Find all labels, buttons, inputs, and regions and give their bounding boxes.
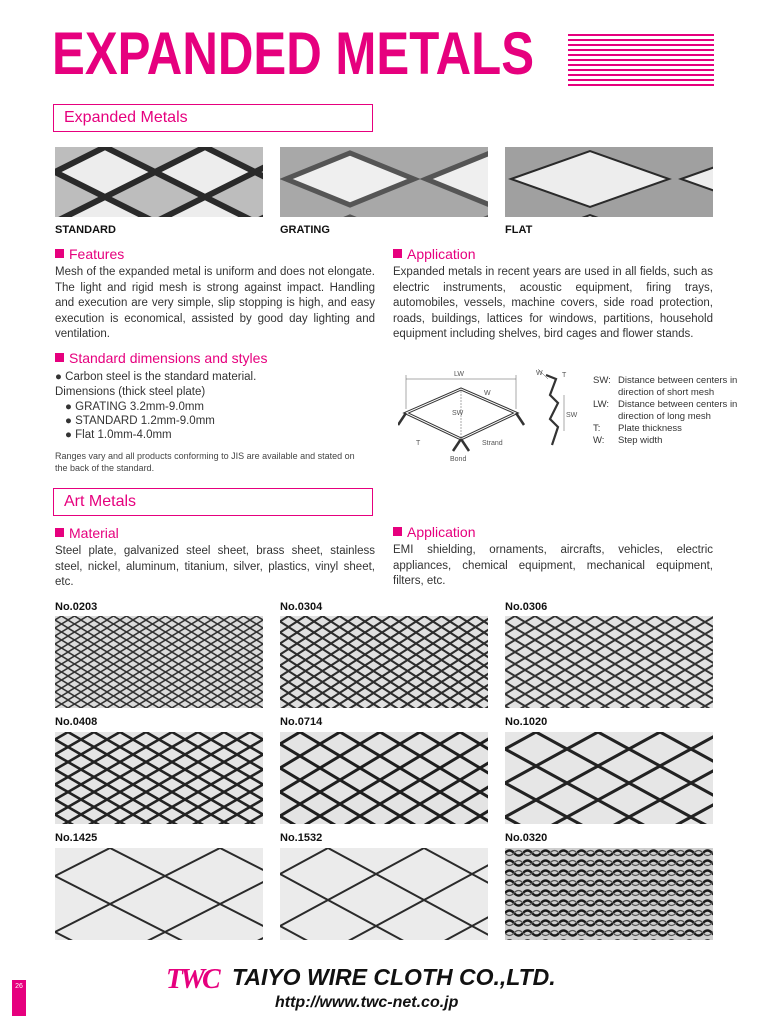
standard-material-line: ● Carbon steel is the standard material. bbox=[55, 371, 257, 383]
features-heading: Features bbox=[55, 246, 124, 262]
standard-dimensions-heading: Standard dimensions and styles bbox=[55, 350, 267, 366]
diagram-label-sw-side: SW bbox=[566, 412, 578, 419]
sample-label: No.1020 bbox=[505, 716, 548, 728]
material-heading: Material bbox=[55, 525, 119, 541]
square-bullet-icon bbox=[55, 353, 64, 362]
standard-note: Ranges vary and all products conforming to JIS are available and stated on the back of the standard. bbox=[55, 451, 355, 473]
sample-label: No.0714 bbox=[280, 716, 323, 728]
sample-label: No.0304 bbox=[280, 601, 323, 613]
standard-mesh-photo bbox=[55, 147, 263, 217]
application-text: Expanded metals in recent years are used in all fields, such as electric instruments, acoustic equipment, firing trays, automobiles, vessels, machine covers, side road protection, roads, buildings, lattices for windows, partitions, household equipment including shelves, bird cages and flower stands. bbox=[393, 266, 713, 340]
page-number: 26 bbox=[12, 980, 26, 1016]
square-bullet-icon bbox=[393, 527, 402, 536]
title-stripes-decoration bbox=[568, 34, 714, 90]
legend-row: SW: Distance between centers in direction of short mesh bbox=[593, 375, 738, 398]
application-heading: Application bbox=[393, 246, 476, 262]
svg-text:TWC: TWC bbox=[166, 964, 218, 993]
type-caption-flat: FLAT bbox=[505, 224, 533, 236]
features-text: Mesh of the expanded metal is uniform and does not elongate. The light and rigid mesh is strong against impact. Handling and execution are very simple, slip stopping is high, and easy execution is economical, assisted by good day lighting and ventilation. bbox=[55, 266, 375, 340]
sample-label: No.1532 bbox=[280, 832, 323, 844]
diagram-label-t: T bbox=[416, 440, 421, 447]
sample-photo-0408 bbox=[55, 732, 263, 824]
dimension-item: ● GRATING 3.2mm-9.0mm bbox=[65, 401, 204, 413]
sample-photo-1020 bbox=[505, 732, 713, 824]
diagram-label-lw: LW bbox=[454, 371, 464, 378]
section-heading-expanded-metals: Expanded Metals bbox=[53, 104, 373, 132]
sample-label: No.0306 bbox=[505, 601, 548, 613]
diagram-label-t-side: T bbox=[562, 372, 567, 379]
material-text: Steel plate, galvanized steel sheet, brass sheet, stainless steel, nickel, aluminum, titanium, silver, plastics, vinyl sheet, etc. bbox=[55, 545, 375, 588]
legend-row: T: Plate thickness bbox=[593, 423, 682, 434]
art-application-heading: Application bbox=[393, 524, 476, 540]
diagram-label-bond: Bond bbox=[450, 456, 467, 463]
sample-label: No.1425 bbox=[55, 832, 98, 844]
diagram-legend bbox=[593, 375, 753, 447]
sample-photo-0306 bbox=[505, 616, 713, 708]
section-heading-art-metals: Art Metals bbox=[53, 488, 373, 516]
dimension-item: ● Flat 1.0mm-4.0mm bbox=[65, 429, 172, 441]
sample-label: No.0408 bbox=[55, 716, 98, 728]
diagram-label-w-side: W bbox=[536, 370, 543, 377]
art-application-text: EMI shielding, ornaments, aircrafts, vehicles, electric appliances, chemical equipment, mechanical equipment, filters, etc. bbox=[393, 544, 713, 587]
dimensions-line: Dimensions (thick steel plate) bbox=[55, 386, 206, 398]
sample-photo-0714 bbox=[280, 732, 488, 824]
mesh-dimension-diagram bbox=[398, 365, 588, 465]
dimension-item: ● STANDARD 1.2mm-9.0mm bbox=[65, 415, 215, 427]
sample-label: No.0203 bbox=[55, 601, 98, 613]
diagram-label-strand: Strand bbox=[482, 440, 503, 447]
legend-row: LW: Distance between centers in direction of long mesh bbox=[593, 399, 738, 422]
square-bullet-icon bbox=[55, 249, 64, 258]
sample-photo-1532 bbox=[280, 848, 488, 940]
sample-photo-0203 bbox=[55, 616, 263, 708]
square-bullet-icon bbox=[393, 249, 402, 258]
sample-photo-0304 bbox=[280, 616, 488, 708]
page-title: EXPANDED METALS bbox=[52, 20, 535, 87]
sample-label: No.0320 bbox=[505, 832, 548, 844]
type-caption-standard: STANDARD bbox=[55, 224, 116, 236]
flat-mesh-photo bbox=[505, 147, 713, 217]
diagram-label-sw: SW bbox=[452, 410, 464, 417]
grating-mesh-photo bbox=[280, 147, 488, 217]
sample-photo-0320 bbox=[505, 848, 713, 940]
diagram-label-w: W bbox=[484, 390, 491, 397]
type-caption-grating: GRATING bbox=[280, 224, 330, 236]
company-url-link[interactable]: http://www.twc-net.co.jp bbox=[275, 994, 459, 1011]
company-name: TAIYO WIRE CLOTH CO.,LTD. bbox=[232, 964, 556, 990]
sample-photo-1425 bbox=[55, 848, 263, 940]
twc-logo bbox=[166, 963, 228, 993]
square-bullet-icon bbox=[55, 528, 64, 537]
legend-row: W: Step width bbox=[593, 435, 663, 446]
